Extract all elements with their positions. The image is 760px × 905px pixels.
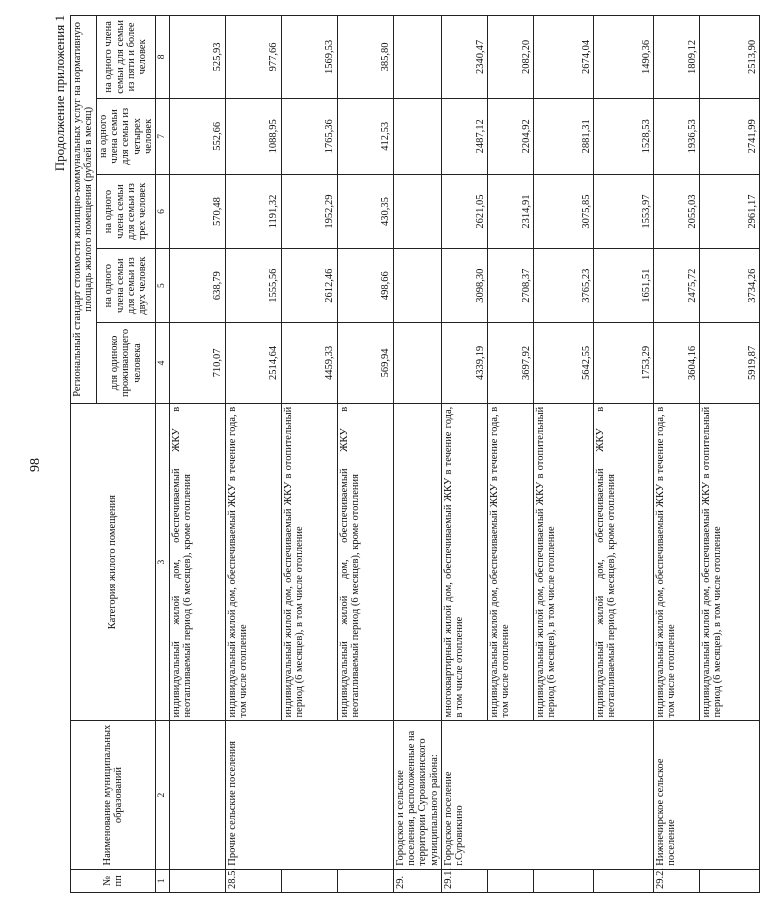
column-index-row: [156, 16, 169, 893]
value-cell: 2513,90: [699, 16, 759, 99]
header-sub-1: для одиноко проживающего человека: [96, 323, 156, 403]
value-cell: 1765,36: [281, 98, 337, 174]
row-category: индивидуальный жилой дом, обеспечиваемый ЖКУ в отопительный период (6 месяцев), в том числе отопление: [281, 403, 337, 721]
row-num: [169, 869, 225, 892]
value-cell: 3075,85: [533, 174, 593, 248]
row-category: индивидуальный жилой дом, обеспечиваемый ЖКУ в течение года, в том числе отопление: [225, 403, 281, 721]
value-cell: 1528,53: [593, 98, 653, 174]
header-sub-2: на одного члена семьи для семьи из двух человек: [96, 249, 156, 323]
row-num: [699, 869, 759, 892]
col-index: 4: [156, 323, 169, 403]
value-cell: 2621,05: [441, 174, 487, 248]
row-category: индивидуальный жилой дом, обеспечиваемый ЖКУ в неотапливаемый период (6 месяцев), кроме отопления: [169, 403, 225, 721]
row-municipality: [169, 721, 225, 869]
row-num: [487, 869, 533, 892]
row-num: 29.2.: [653, 869, 699, 892]
value-cell: 2340,47: [441, 16, 487, 99]
value-cell: 1809,12: [653, 16, 699, 99]
value-cell: 1936,53: [653, 98, 699, 174]
value-cell: [393, 323, 441, 403]
value-cell: 385,80: [337, 16, 393, 99]
table-row: [169, 16, 225, 893]
value-cell: 1753,29: [593, 323, 653, 403]
value-cell: 4459,33: [281, 323, 337, 403]
value-cell: 5919,87: [699, 323, 759, 403]
value-cell: 552,66: [169, 98, 225, 174]
value-cell: 2204,92: [487, 98, 533, 174]
continuation-label: Продолжение приложения 1: [52, 15, 67, 172]
row-category: [393, 403, 441, 721]
value-cell: 3604,16: [653, 323, 699, 403]
value-cell: [393, 174, 441, 248]
value-cell: 2674,04: [533, 16, 593, 99]
header-sub-4: на одного члена семьи для семьи из четырех человек: [96, 98, 156, 174]
row-num: 28.5.: [225, 869, 281, 892]
header-sub-5: на одного члена семьи для семьи из пяти и более человек: [96, 16, 156, 99]
col-index: 1: [156, 869, 169, 892]
row-num: [281, 869, 337, 892]
row-category: индивидуальный жилой дом, обеспечиваемый ЖКУ в неотапливаемый период (6 месяцев), кроме отопления: [337, 403, 393, 721]
header-row-top: [71, 16, 97, 893]
col-index: 2: [156, 721, 169, 869]
page-number: 98: [28, 458, 43, 472]
value-cell: 2961,17: [699, 174, 759, 248]
table-row: [441, 16, 487, 893]
housing-cost-table: [70, 15, 760, 893]
value-cell: 1651,51: [593, 249, 653, 323]
value-cell: 1191,32: [225, 174, 281, 248]
row-municipality: Нижнечирское сельское поселение: [653, 721, 759, 869]
value-cell: 2055,03: [653, 174, 699, 248]
row-category: индивидуальный жилой дом, обеспечиваемый ЖКУ в отопительный период (6 месяцев), в том числе отопление: [533, 403, 593, 721]
value-cell: 2708,37: [487, 249, 533, 323]
value-cell: 3098,30: [441, 249, 487, 323]
value-cell: 638,79: [169, 249, 225, 323]
value-cell: 977,66: [225, 16, 281, 99]
header-num: № пп: [71, 869, 156, 892]
row-category: индивидуальный жилой дом, обеспечиваемый ЖКУ в течение года, в том числе отопление: [653, 403, 699, 721]
row-category: многоквартирный жилой дом, обеспечиваемый ЖКУ в течение года, в том числе отопление: [441, 403, 487, 721]
value-cell: 710,07: [169, 323, 225, 403]
col-index: 6: [156, 174, 169, 248]
row-num: 29.1.: [441, 869, 487, 892]
value-cell: 1569,53: [281, 16, 337, 99]
row-num: [337, 869, 393, 892]
header-sub-3: на одного члена семьи для семьи из трех человек: [96, 174, 156, 248]
col-index: 5: [156, 249, 169, 323]
row-municipality: Городское и сельские поселения, расположенные на территории Суровикинского муниципального района:: [393, 721, 441, 869]
value-cell: 3765,23: [533, 249, 593, 323]
row-num: [533, 869, 593, 892]
value-cell: 2314,91: [487, 174, 533, 248]
row-municipality: Городское поселение г.Суровикино: [441, 721, 653, 869]
value-cell: 498,66: [337, 249, 393, 323]
value-cell: 4339,19: [441, 323, 487, 403]
header-municipality: Наименование муниципальных образований: [71, 721, 156, 869]
value-cell: 3734,26: [699, 249, 759, 323]
row-num: [593, 869, 653, 892]
table-row: [653, 16, 699, 893]
value-cell: 2881,31: [533, 98, 593, 174]
row-category: индивидуальный жилой дом, обеспечиваемый ЖКУ в неотапливаемый период (6 месяцев), кроме отопления: [593, 403, 653, 721]
col-index: 8: [156, 16, 169, 99]
col-index: 3: [156, 403, 169, 721]
value-cell: 2612,46: [281, 249, 337, 323]
table-row: [393, 16, 441, 893]
value-cell: 2514,64: [225, 323, 281, 403]
value-cell: [393, 249, 441, 323]
value-cell: 430,35: [337, 174, 393, 248]
value-cell: 5642,55: [533, 323, 593, 403]
value-cell: 2475,72: [653, 249, 699, 323]
value-cell: 1088,95: [225, 98, 281, 174]
row-category: индивидуальный жилой дом, обеспечиваемый ЖКУ в течение года, в том числе отопление: [487, 403, 533, 721]
header-category: Категория жилого помещения: [71, 403, 156, 721]
value-cell: 1553,97: [593, 174, 653, 248]
table-row: [225, 16, 281, 893]
value-cell: 412,53: [337, 98, 393, 174]
row-category: индивидуальный жилой дом, обеспечиваемый ЖКУ в отопительный период (6 месяцев), в том числе отопление: [699, 403, 759, 721]
value-cell: [393, 98, 441, 174]
value-cell: 569,94: [337, 323, 393, 403]
col-index: 7: [156, 98, 169, 174]
value-cell: 2487,12: [441, 98, 487, 174]
value-cell: 570,48: [169, 174, 225, 248]
value-cell: 1490,36: [593, 16, 653, 99]
value-cell: [393, 16, 441, 99]
value-cell: 525,93: [169, 16, 225, 99]
row-municipality: Прочие сельские поселения: [225, 721, 393, 869]
header-regional-standard: Региональный стандарт стоимости жилищно-коммунальных услуг на нормативную площадь жилого помещения (рублей в месяц): [71, 16, 97, 404]
value-cell: 3697,92: [487, 323, 533, 403]
value-cell: 2082,20: [487, 16, 533, 99]
row-num: 29.: [393, 869, 441, 892]
value-cell: 1555,56: [225, 249, 281, 323]
value-cell: 1952,29: [281, 174, 337, 248]
value-cell: 2741,99: [699, 98, 759, 174]
